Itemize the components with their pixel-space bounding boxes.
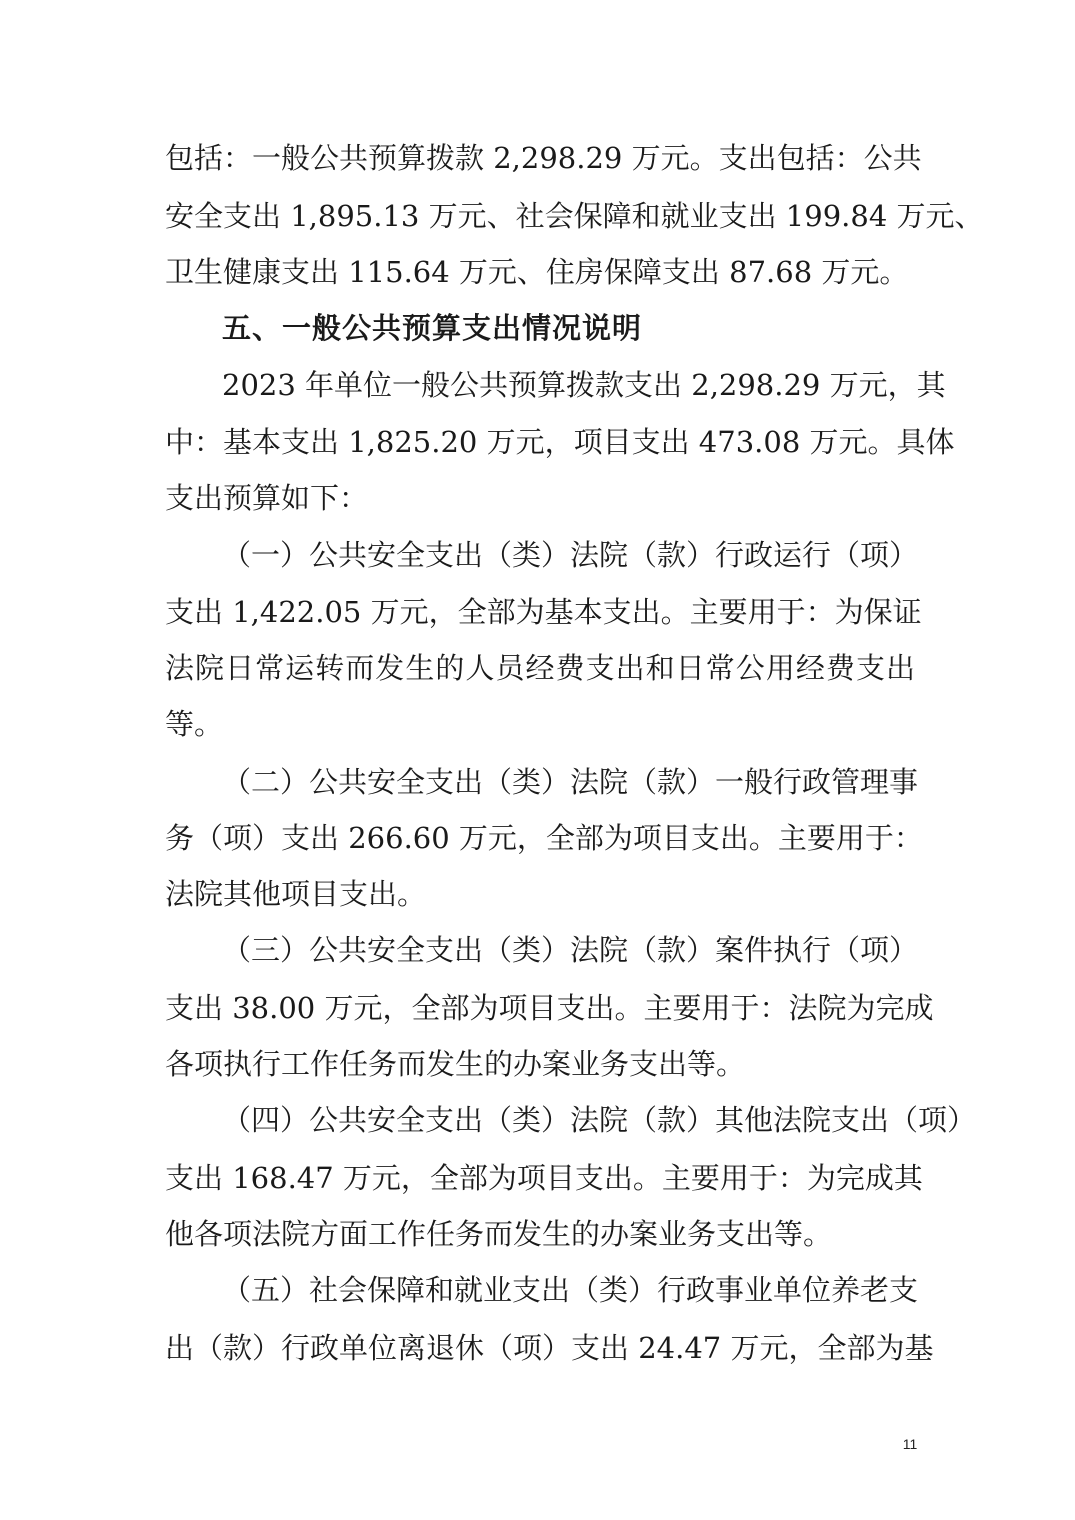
text-line: 2023 年单位一般公共预算拨款支出 2,298.29 万元，其 — [222, 368, 946, 402]
text-line: （五）社会保障和就业支出（类）行政事业单位养老支 — [222, 1273, 919, 1307]
text-line: 卫生健康支出 115.64 万元、住房保障支出 87.68 万元。 — [165, 255, 909, 289]
section-heading: 五、一般公共预算支出情况说明 — [222, 311, 643, 345]
text-line: （四）公共安全支出（类）法院（款）其他法院支出（项） — [222, 1103, 977, 1137]
text-line: 各项执行工作任务而发生的办案业务支出等。 — [165, 1047, 746, 1081]
text-line: （一）公共安全支出（类）法院（款）行政运行（项） — [222, 538, 919, 572]
page-number: 11 — [902, 1436, 918, 1452]
text-line: 等。 — [165, 707, 224, 741]
text-line: 安全支出 1,895.13 万元、社会保障和就业支出 199.84 万元、 — [165, 199, 984, 233]
text-line: 支出 38.00 万元，全部为项目支出。主要用于：法院为完成 — [165, 991, 934, 1025]
text-line: 中：基本支出 1,825.20 万元，项目支出 473.08 万元。具体 — [165, 425, 955, 459]
text-line: （二）公共安全支出（类）法院（款）一般行政管理事 — [222, 765, 919, 799]
text-line: 他各项法院方面工作任务而发生的办案业务支出等。 — [165, 1217, 833, 1251]
text-line: 支出预算如下： — [165, 481, 369, 515]
text-line: 支出 168.47 万元，全部为项目支出。主要用于：为完成其 — [165, 1161, 923, 1195]
text-line: （三）公共安全支出（类）法院（款）案件执行（项） — [222, 933, 919, 967]
text-line: 支出 1,422.05 万元，全部为基本支出。主要用于：为保证 — [165, 595, 922, 629]
text-line: 务（项）支出 266.60 万元，全部为项目支出。主要用于： — [165, 821, 923, 855]
text-line: 包括：一般公共预算拨款 2,298.29 万元。支出包括：公共 — [165, 141, 922, 175]
text-line: 出（款）行政单位离退休（项）支出 24.47 万元，全部为基 — [165, 1331, 934, 1365]
text-line: 法院其他项目支出。 — [165, 877, 427, 911]
text-line: 法院日常运转而发生的人员经费支出和日常公用经费支出 — [165, 651, 915, 685]
